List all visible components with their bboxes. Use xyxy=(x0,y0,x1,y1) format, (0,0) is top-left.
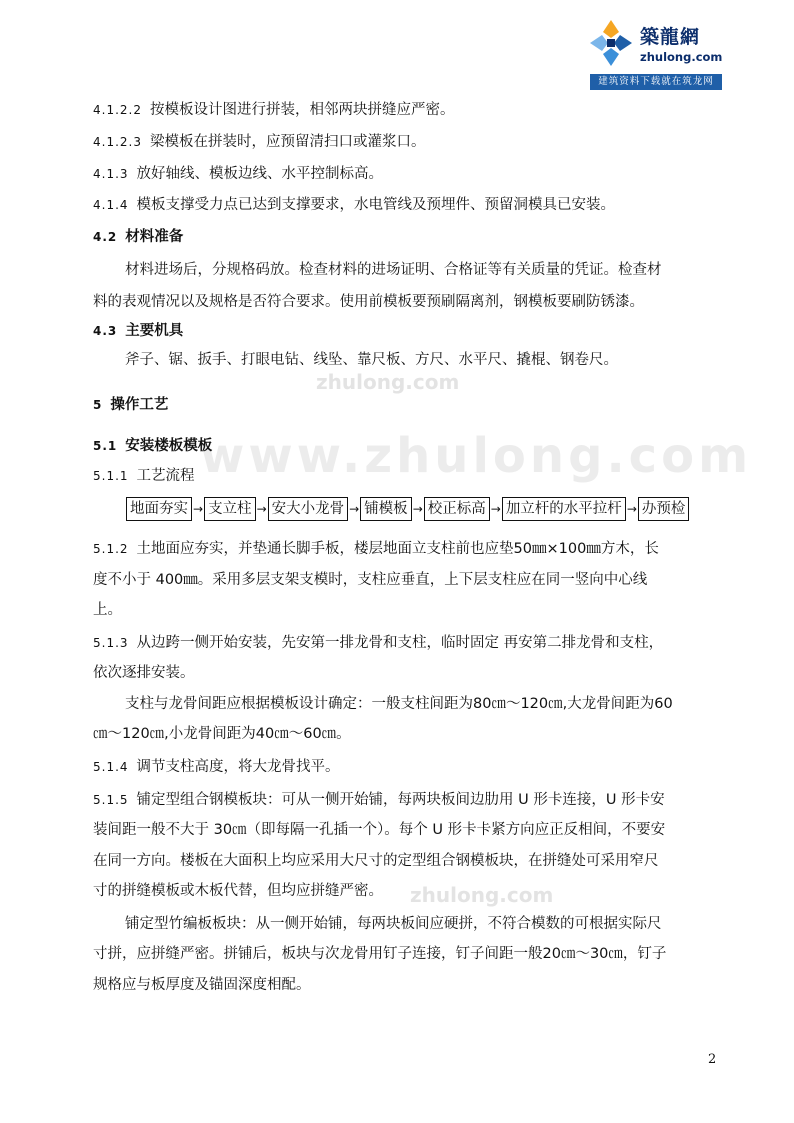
logo-chinese-name: 築龍網 xyxy=(640,26,701,48)
flow-step: 办预检 xyxy=(638,497,690,521)
paragraph-line: ㎝～120㎝,小龙骨间距为40㎝～60㎝。 xyxy=(93,726,351,742)
paragraph-line: 依次逐排安装。 xyxy=(93,665,195,681)
heading-text: 材料准备 xyxy=(125,229,184,245)
clause-number: 5.1.5 xyxy=(93,793,129,807)
paragraph-line: 上。 xyxy=(93,602,122,618)
clause-4-1-3 xyxy=(93,163,383,185)
paragraph-line: 铺定型竹编板板块：从一侧开始铺，每两块板间应硬拼，不符合模数的可根据实际尺 xyxy=(125,916,662,932)
flow-step: 加立杆的水平拉杆 xyxy=(502,497,626,521)
clause-4-1-4 xyxy=(93,194,615,216)
paragraph-line: 度不小于 400㎜。采用多层支架支模时，支柱应垂直，上下层支柱应在同一竖向中心线 xyxy=(93,572,648,588)
clause-number: 4.3 xyxy=(93,324,118,338)
paragraph-line: 材料进场后，分规格码放。检查材料的进场证明、合格证等有关质量的凭证。检查材 xyxy=(125,262,662,278)
paragraph-line: 寸拼，应拼缝严密。拼铺后，板块与次龙骨用钉子连接，钉子间距一般20㎝～30㎝，钉子 xyxy=(93,946,667,962)
heading-4-3 xyxy=(93,320,183,342)
heading-5 xyxy=(93,394,168,416)
logo-slogan: 建筑资料下载就在筑龙网 xyxy=(590,74,722,90)
clause-number: 5.1 xyxy=(93,439,118,453)
clause-number: 5.1.2 xyxy=(93,542,129,556)
logo-domain: zhulong.com xyxy=(640,50,723,64)
clause-4-1-2-2 xyxy=(93,99,454,121)
clause-text: 土地面应夯实，并垫通长脚手板，楼层地面立支柱前也应垫50㎜×100㎜方木，长 xyxy=(136,541,659,557)
paragraph-line: 规格应与板厚度及锚固深度相配。 xyxy=(93,977,311,993)
watermark-large: www.zhulong.com xyxy=(200,428,753,484)
clause-text: 工艺流程 xyxy=(136,468,195,484)
arrow-right-icon: → xyxy=(412,502,423,516)
clause-5-1-4 xyxy=(93,756,340,778)
flow-step: 安大小龙骨 xyxy=(268,497,349,521)
page-number: 2 xyxy=(708,1052,717,1067)
heading-text: 主要机具 xyxy=(125,323,184,339)
heading-text: 操作工艺 xyxy=(110,397,169,413)
clause-number: 5.1.4 xyxy=(93,760,129,774)
clause-text: 调节支柱高度，将大龙骨找平。 xyxy=(136,759,340,775)
zhulong-logo xyxy=(588,18,724,92)
pinwheel-logo-icon xyxy=(588,18,634,68)
arrow-right-icon: → xyxy=(349,502,360,516)
clause-text: 按模板设计图进行拼装，相邻两块拼缝应严密。 xyxy=(149,102,455,118)
clause-number: 5 xyxy=(93,398,103,412)
clause-number: 4.1.3 xyxy=(93,167,129,181)
clause-number: 4.2 xyxy=(93,230,118,244)
heading-4-2 xyxy=(93,226,183,248)
watermark: zhulong.com xyxy=(316,370,460,394)
paragraph-line: 斧子、锯、扳手、打眼电钻、线坠、靠尺板、方尺、水平尺、撬棍、钢卷尺。 xyxy=(125,352,618,368)
watermark: zhulong.com xyxy=(410,883,554,907)
paragraph-line: 在同一方向。楼板在大面积上均应采用大尺寸的定型组合钢模板块，在拼缝处可采用窄尺 xyxy=(93,853,659,869)
clause-5-1-2 xyxy=(93,538,659,560)
clause-number: 5.1.1 xyxy=(93,469,129,483)
paragraph-line: 料的表观情况以及规格是否符合要求。使用前模板要预刷隔离剂，钢模板要刷防锈漆。 xyxy=(93,294,644,310)
clause-5-1-5 xyxy=(93,789,665,811)
flow-step: 校正标高 xyxy=(424,497,490,521)
clause-4-1-2-3 xyxy=(93,131,425,153)
clause-number: 4.1.4 xyxy=(93,198,129,212)
clause-number: 4.1.2.2 xyxy=(93,103,142,117)
clause-text: 放好轴线、模板边线、水平控制标高。 xyxy=(136,166,384,182)
paragraph-line: 装间距一般不大于 30㎝（即每隔一孔插一个）。每个 U 形卡卡紧方向应正反相间，不要安 xyxy=(93,822,666,838)
arrow-right-icon: → xyxy=(490,502,501,516)
clause-text: 模板支撑受力点已达到支撑要求，水电管线及预埋件、预留洞模具已安装。 xyxy=(136,197,616,213)
process-flow xyxy=(126,497,689,521)
clause-text: 从边跨一侧开始安装，先安第一排龙骨和支柱，临时固定 再安第二排龙骨和支柱， xyxy=(136,635,664,651)
clause-number: 5.1.3 xyxy=(93,636,129,650)
clause-text: 铺定型组合钢模板块：可从一侧开始铺，每两块板间边肋用 U 形卡连接，U 形卡安 xyxy=(136,792,665,808)
clause-5-1-3 xyxy=(93,632,663,654)
heading-text: 安装楼板模板 xyxy=(125,438,213,454)
clause-text: 梁模板在拼装时，应预留清扫口或灌浆口。 xyxy=(149,134,426,150)
arrow-right-icon: → xyxy=(256,502,267,516)
paragraph-line: 支柱与龙骨间距应根据模板设计确定：一般支柱间距为80㎝～120㎝,大龙骨间距为60 xyxy=(125,696,673,712)
heading-5-1 xyxy=(93,435,212,457)
flow-step: 支立柱 xyxy=(204,497,256,521)
arrow-right-icon: → xyxy=(193,502,204,516)
clause-number: 4.1.2.3 xyxy=(93,135,142,149)
clause-5-1-1 xyxy=(93,465,195,487)
arrow-right-icon: → xyxy=(626,502,637,516)
flow-step: 铺模板 xyxy=(360,497,412,521)
paragraph-line: 寸的拼缝模板或木板代替，但均应拼缝严密。 xyxy=(93,883,383,899)
flow-step: 地面夯实 xyxy=(126,497,192,521)
